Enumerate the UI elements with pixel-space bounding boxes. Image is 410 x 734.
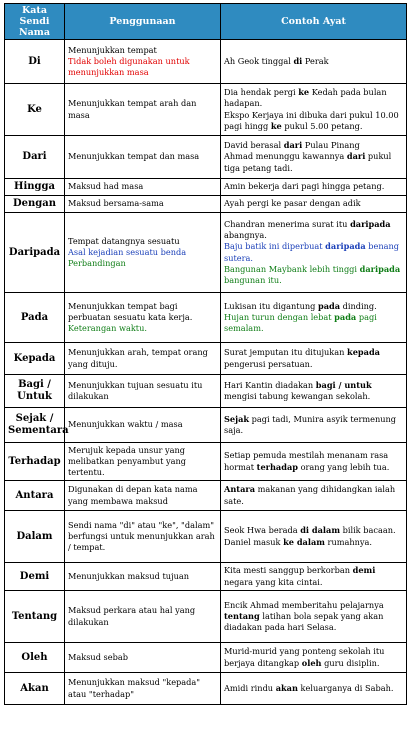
- penggunaan-line: [68, 181, 217, 192]
- highlighted-sendi-nama: tentang: [224, 610, 260, 621]
- kata-sendi-cell: Daripada: [5, 213, 65, 293]
- contoh-text: dinding.: [340, 300, 377, 311]
- contoh-ayat-cell: [221, 179, 407, 196]
- penggunaan-line: [68, 605, 217, 627]
- contoh-ayat-cell: [221, 293, 407, 343]
- penggunaan-text: Maksud had masa: [68, 181, 144, 192]
- table-row: [5, 443, 407, 481]
- highlighted-sendi-nama: ke dalam: [283, 536, 325, 547]
- penggunaan-text: Keterangan waktu.: [68, 323, 147, 334]
- contoh-line: [224, 110, 403, 132]
- contoh-ayat-cell: [221, 136, 407, 179]
- contoh-text: Kita mesti sanggup berkorban: [224, 565, 353, 576]
- contoh-line: [224, 347, 403, 369]
- penggunaan-cell: [65, 643, 221, 673]
- highlighted-sendi-nama: dari: [346, 151, 366, 162]
- contoh-ayat-cell: [221, 40, 407, 84]
- highlighted-sendi-nama: di: [293, 55, 303, 66]
- contoh-line: [224, 484, 403, 506]
- contoh-line: [224, 151, 403, 173]
- kata-sendi-cell: Hingga: [5, 179, 65, 196]
- contoh-text: pukul 5.00 petang.: [281, 120, 363, 131]
- penggunaan-cell: [65, 293, 221, 343]
- kata-sendi-cell: Antara: [5, 481, 65, 511]
- contoh-text: benang sutera.: [224, 241, 400, 263]
- highlighted-sendi-nama: ke: [270, 120, 282, 131]
- kata-sendi-cell: Di: [5, 40, 65, 84]
- kata-sendi-cell: Dengan: [5, 196, 65, 213]
- penggunaan-text: Maksud perkara atau hal yang dilakukan: [68, 605, 196, 627]
- contoh-text: Murid-murid yang ponteng sekolah itu berjaya ditangkap: [224, 646, 385, 668]
- highlighted-sendi-nama: kepada: [347, 347, 380, 358]
- penggunaan-text: Tidak boleh digunakan untuk menunjukkan masa: [68, 55, 190, 78]
- penggunaan-text: Tempat datangnya sesuatu: [68, 235, 180, 246]
- contoh-ayat-cell: [221, 591, 407, 643]
- highlighted-sendi-nama: terhadap: [256, 461, 298, 472]
- kata-sendi-cell: Dalam: [5, 511, 65, 563]
- kata-sendi-cell: Terhadap: [5, 443, 65, 481]
- highlighted-sendi-nama: daripada: [359, 263, 401, 274]
- penggunaan-line: [68, 484, 217, 506]
- table-row: [5, 481, 407, 511]
- contoh-ayat-cell: [221, 408, 407, 443]
- table-body: [5, 40, 407, 705]
- highlighted-sendi-nama: pada: [317, 300, 341, 311]
- contoh-line: [224, 56, 403, 67]
- penggunaan-text: Menunjukkan tempat arah dan masa: [68, 98, 197, 120]
- penggunaan-text: Menunjukkan arah, tempat orang yang dituju.: [68, 347, 208, 369]
- contoh-text: Ekspo Kerjaya ini dibuka dari pukul 10.00 pagi hingg: [224, 109, 399, 131]
- contoh-text: bilik bacaan.: [339, 525, 396, 536]
- contoh-text: Chandran menerima surat itu: [224, 218, 351, 229]
- contoh-ayat-cell: [221, 375, 407, 408]
- penggunaan-line: [68, 198, 217, 209]
- contoh-line: [224, 565, 403, 587]
- penggunaan-line: [68, 56, 217, 78]
- table-row: [5, 408, 407, 443]
- contoh-text: Pulau Pinang: [302, 140, 360, 151]
- contoh-line: [224, 380, 403, 402]
- penggunaan-text: Digunakan di depan kata nama yang membawa maksud: [68, 484, 198, 506]
- contoh-text: pengerusi persatuan.: [224, 358, 313, 369]
- contoh-line: [224, 301, 403, 312]
- penggunaan-text: Menunjukkan tujuan sesuatu itu dilakukan: [68, 379, 203, 401]
- highlighted-sendi-nama: Sejak: [224, 413, 250, 424]
- penggunaan-cell: [65, 408, 221, 443]
- contoh-text: Amidi rindu: [224, 682, 276, 693]
- contoh-text: makanan yang dihidangkan ialah sate.: [224, 484, 396, 506]
- penggunaan-cell: [65, 375, 221, 408]
- table-row: [5, 343, 407, 375]
- penggunaan-line: [68, 652, 217, 663]
- penggunaan-line: [68, 347, 217, 369]
- penggunaan-text: Perbandingan: [68, 258, 126, 269]
- contoh-line: [224, 600, 403, 634]
- contoh-ayat-cell: [221, 643, 407, 673]
- penggunaan-cell: [65, 511, 221, 563]
- highlighted-sendi-nama: oleh: [301, 657, 322, 668]
- kata-sendi-cell: Dari: [5, 136, 65, 179]
- penggunaan-text: Menunjukkan tempat bagi perbuatan sesuatu kata kerja.: [68, 300, 193, 322]
- table-row: [5, 179, 407, 196]
- kata-sendi-cell: Bagi / Untuk: [5, 375, 65, 408]
- highlighted-sendi-nama: demi: [352, 565, 376, 576]
- kata-sendi-cell: Sejak / Sementara: [5, 408, 65, 443]
- penggunaan-text: Sendi nama "di" atau "ke", "dalam" berfungsi untuk menunjukkan arah / tempat.: [68, 519, 215, 553]
- highlighted-sendi-nama: Antara: [224, 484, 256, 495]
- highlighted-sendi-nama: pada: [334, 311, 357, 322]
- contoh-line: [224, 264, 403, 286]
- header-penggunaan: Penggunaan: [65, 4, 221, 40]
- penggunaan-line: [68, 151, 217, 162]
- contoh-text: pagi semalam.: [224, 311, 377, 334]
- contoh-text: Encik Ahmad memberitahu pelajarnya: [224, 599, 384, 610]
- penggunaan-line: [68, 520, 217, 554]
- penggunaan-cell: [65, 343, 221, 375]
- sendi-nama-table-container: [4, 3, 406, 705]
- penggunaan-text: Maksud bersama-sama: [68, 198, 164, 209]
- penggunaan-cell: [65, 443, 221, 481]
- kata-sendi-cell: Akan: [5, 673, 65, 705]
- contoh-ayat-cell: [221, 213, 407, 293]
- table-row: [5, 40, 407, 84]
- table-row: [5, 213, 407, 293]
- contoh-text: pagi tadi, Munira asyik termenung saja.: [224, 413, 397, 435]
- table-row: [5, 196, 407, 213]
- contoh-text: Amin bekerja dari pagi hingga petang.: [224, 181, 385, 192]
- contoh-ayat-cell: [221, 84, 407, 136]
- penggunaan-line: [68, 323, 217, 334]
- contoh-text: Surat jemputan itu ditujukan: [224, 347, 348, 358]
- kata-sendi-cell: Ke: [5, 84, 65, 136]
- kata-sendi-cell: Pada: [5, 293, 65, 343]
- highlighted-sendi-nama: daripada: [350, 218, 391, 229]
- penggunaan-line: [68, 236, 217, 247]
- contoh-text: Ahmad menunggu kawannya: [224, 151, 347, 162]
- table-row: [5, 84, 407, 136]
- contoh-text: Hari Kantin diadakan: [224, 379, 316, 390]
- contoh-text: keluarganya di Sabah.: [297, 682, 394, 693]
- contoh-line: [224, 198, 403, 209]
- kata-sendi-cell: Tentang: [5, 591, 65, 643]
- contoh-text: Setiap pemuda mestilah menanam rasa hormat: [224, 450, 389, 472]
- contoh-line: [224, 87, 403, 109]
- contoh-line: [224, 312, 403, 334]
- contoh-text: Lukisan itu digantung: [224, 300, 318, 311]
- penggunaan-line: [68, 258, 217, 269]
- contoh-ayat-cell: [221, 673, 407, 705]
- table-row: [5, 673, 407, 705]
- header-contoh-ayat: Contoh Ayat: [221, 4, 407, 40]
- contoh-text: orang yang lebih tua.: [297, 461, 390, 472]
- penggunaan-text: Menunjukkan maksud "kepada" atau "terhadap": [68, 677, 201, 699]
- penggunaan-cell: [65, 136, 221, 179]
- contoh-ayat-cell: [221, 443, 407, 481]
- penggunaan-text: Menunjukkan tempat: [68, 44, 157, 55]
- table-row: [5, 511, 407, 563]
- contoh-ayat-cell: [221, 563, 407, 591]
- highlighted-sendi-nama: daripada: [325, 241, 366, 252]
- penggunaan-cell: [65, 213, 221, 293]
- contoh-text: Bangunan Maybank lebih tinggi: [224, 263, 360, 274]
- penggunaan-cell: [65, 591, 221, 643]
- contoh-text: Perak: [302, 55, 329, 66]
- penggunaan-text: Merujuk kepada unsur yang melibatkan penyambut yang tertentu.: [68, 444, 187, 478]
- penggunaan-cell: [65, 84, 221, 136]
- contoh-text: guru disiplin.: [321, 657, 380, 668]
- contoh-line: [224, 181, 403, 192]
- penggunaan-line: [68, 380, 217, 402]
- sendi-nama-table: [4, 3, 407, 705]
- contoh-ayat-cell: [221, 481, 407, 511]
- contoh-line: [224, 525, 403, 536]
- penggunaan-text: Asal kejadian sesuatu benda: [68, 246, 187, 257]
- contoh-text: Dia hendak pergi: [224, 87, 299, 98]
- contoh-text: Seok Hwa berada: [224, 525, 301, 536]
- penggunaan-line: [68, 445, 217, 479]
- contoh-text: negara yang kita cintai.: [224, 576, 323, 587]
- contoh-text: Kedah pada bulan hadapan.: [224, 87, 387, 109]
- contoh-text: Hujan turun dengan lebat: [224, 311, 335, 322]
- penggunaan-line: [68, 571, 217, 582]
- penggunaan-text: Menunjukkan tempat dan masa: [68, 151, 200, 162]
- kata-sendi-cell: Oleh: [5, 643, 65, 673]
- contoh-text: latihan bola sepak yang akan diadakan pada hari Selasa.: [224, 610, 384, 633]
- contoh-text: bangunan itu.: [224, 274, 282, 285]
- kata-sendi-cell: Kepada: [5, 343, 65, 375]
- table-row: [5, 375, 407, 408]
- contoh-line: [224, 450, 403, 472]
- contoh-line: [224, 414, 403, 436]
- contoh-text: rumahnya.: [324, 536, 373, 547]
- penggunaan-line: [68, 247, 217, 258]
- highlighted-sendi-nama: di dalam: [300, 525, 340, 536]
- penggunaan-line: [68, 98, 217, 120]
- highlighted-sendi-nama: ke: [298, 87, 310, 98]
- contoh-line: [224, 140, 403, 151]
- penggunaan-line: [68, 419, 217, 430]
- table-row: [5, 563, 407, 591]
- penggunaan-text: Menunjukkan maksud tujuan: [68, 570, 189, 581]
- contoh-text: abangnya.: [224, 230, 267, 241]
- table-row: [5, 293, 407, 343]
- contoh-line: [224, 537, 403, 548]
- penggunaan-cell: [65, 481, 221, 511]
- table-row: [5, 591, 407, 643]
- penggunaan-line: [68, 45, 217, 56]
- penggunaan-text: Menunjukkan waktu / masa: [68, 419, 183, 430]
- contoh-line: [224, 241, 403, 263]
- contoh-ayat-cell: [221, 196, 407, 213]
- table-row: [5, 643, 407, 673]
- contoh-text: David berasal: [224, 140, 284, 151]
- penggunaan-line: [68, 677, 217, 699]
- contoh-text: Daniel masuk: [224, 536, 284, 547]
- penggunaan-cell: [65, 673, 221, 705]
- contoh-text: pukul tiga petang tadi.: [224, 151, 392, 173]
- highlighted-sendi-nama: akan: [275, 682, 298, 693]
- contoh-ayat-cell: [221, 343, 407, 375]
- highlighted-sendi-nama: bagi / untuk: [315, 379, 372, 390]
- header-kata-sendi-nama: Kata Sendi Nama: [5, 4, 65, 40]
- contoh-ayat-cell: [221, 511, 407, 563]
- penggunaan-text: Maksud sebab: [68, 651, 128, 662]
- contoh-line: [224, 219, 403, 241]
- contoh-text: Ah Geok tinggal: [224, 55, 294, 66]
- penggunaan-cell: [65, 40, 221, 84]
- penggunaan-cell: [65, 563, 221, 591]
- penggunaan-cell: [65, 196, 221, 213]
- contoh-line: [224, 646, 403, 668]
- kata-sendi-cell: Demi: [5, 563, 65, 591]
- contoh-text: Ayah pergi ke pasar dengan adik: [224, 198, 361, 209]
- contoh-text: Baju batik ini diperbuat: [224, 241, 326, 252]
- highlighted-sendi-nama: dari: [283, 140, 303, 151]
- contoh-text: mengisi tabung kewangan sekolah.: [224, 391, 371, 401]
- contoh-line: [224, 683, 403, 694]
- penggunaan-cell: [65, 179, 221, 196]
- table-row: [5, 136, 407, 179]
- table-header-row: [5, 4, 407, 40]
- penggunaan-line: [68, 301, 217, 323]
